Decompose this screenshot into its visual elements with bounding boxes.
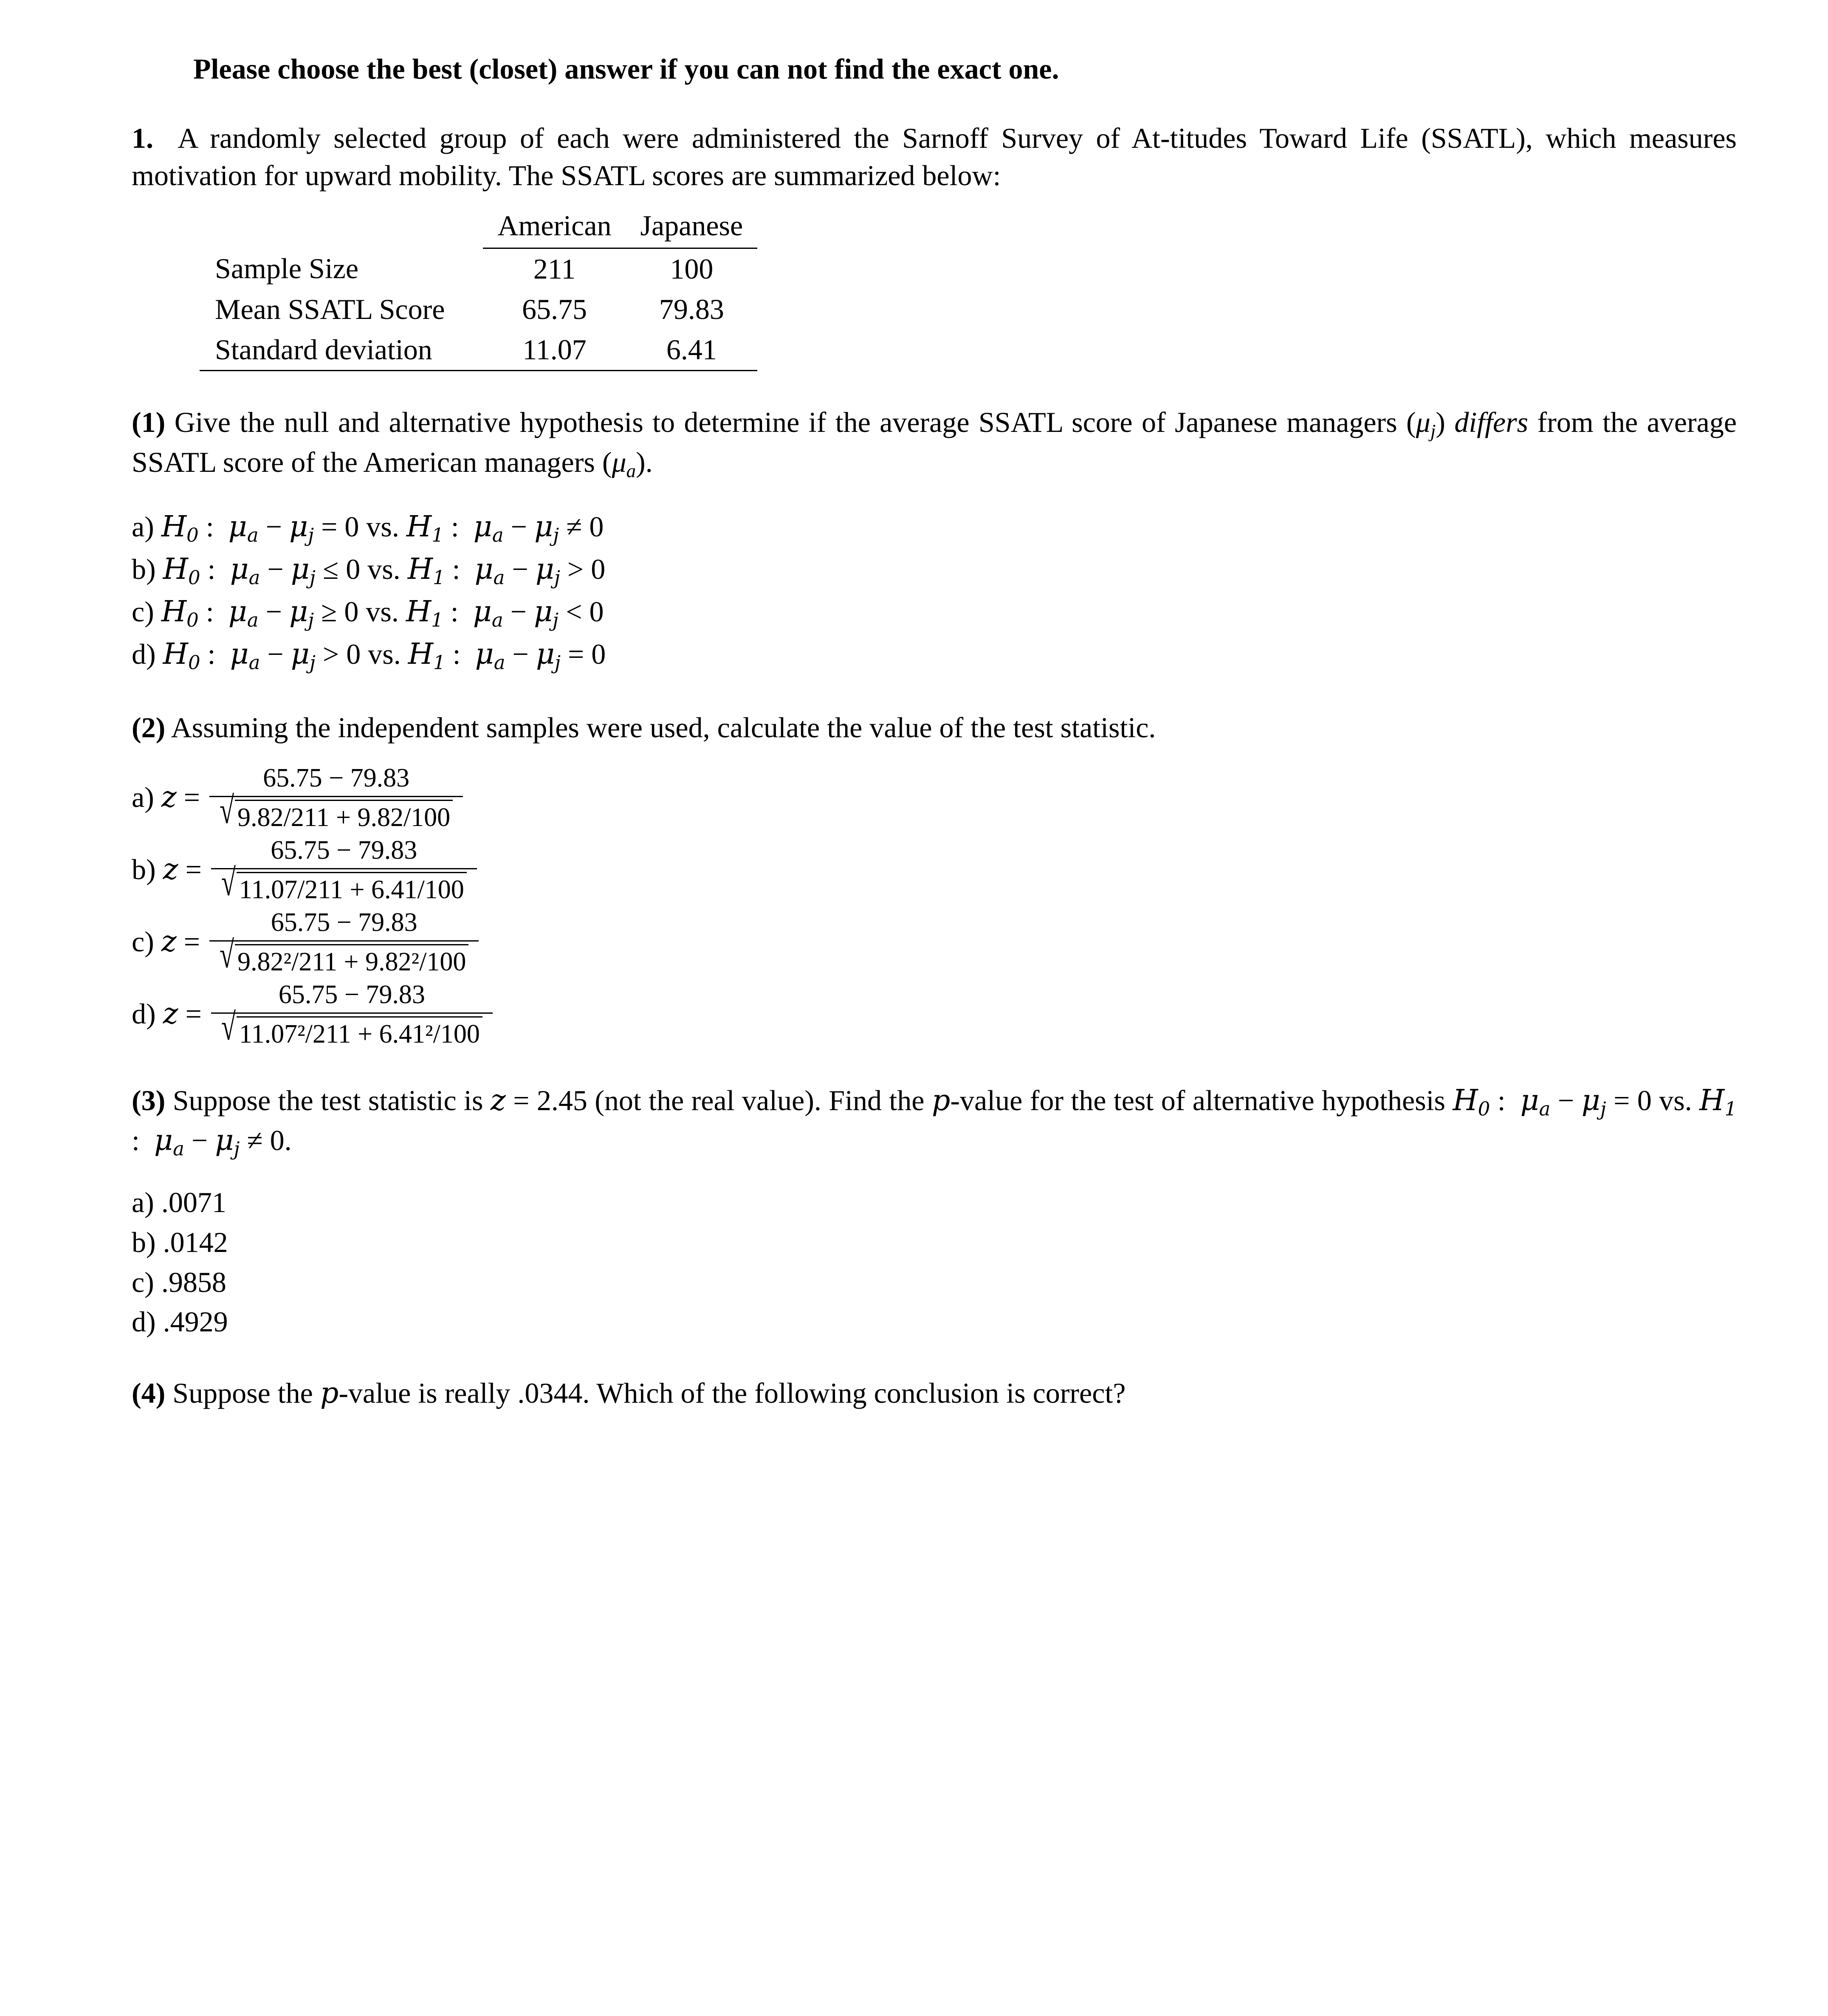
part-3-choice-d[interactable]: d) .4929 <box>132 1305 228 1338</box>
table-row <box>200 330 757 371</box>
part-3-choice-a[interactable]: a) .0071 <box>132 1186 226 1218</box>
part-1-choices <box>132 506 1737 677</box>
part-1-choice-a[interactable]: a) $H_0$ : $\mu_a - \mu_j = 0$ vs. $H_1$ : $\mu_a - \mu_j \ne 0$ <box>132 510 604 547</box>
table-cell-stdev-american: 11.07 <box>483 330 626 371</box>
fraction-b-radicand: 11.07/211 + 6.41/100 <box>237 872 467 905</box>
question-part-1 <box>132 403 1737 677</box>
part-3-choice-b[interactable]: b) .0142 <box>132 1226 228 1258</box>
table-col-header-blank <box>200 206 483 248</box>
question-1 <box>132 119 1737 195</box>
question-1-number: 1. <box>132 122 153 154</box>
part-4-text: (4) Suppose the p-value is really .0344. Which of the following conclusion is correct? <box>132 1376 1126 1410</box>
sqrt-icon: √ 9.82²/211 + 9.82²/100 <box>220 944 468 977</box>
fraction-a-numerator: 65.75 − 79.83 <box>263 764 410 793</box>
table-row-label-sample-size: Sample Size <box>215 252 359 285</box>
table-cell-stdev-japanese: 6.41 <box>626 330 758 371</box>
part-2-choice-d[interactable] <box>132 980 1737 1049</box>
table-cell-sample-size-american: 211 <box>533 252 576 285</box>
part-2-choice-c-label: c) z = <box>132 925 200 959</box>
fraction-b-denominator <box>211 862 477 905</box>
part-2-choice-c[interactable] <box>132 908 1737 977</box>
table-row <box>200 248 757 289</box>
sqrt-icon: √ 9.82/211 + 9.82/100 <box>220 800 453 833</box>
question-part-4 <box>132 1374 1737 1412</box>
fraction-c-radicand: 9.82²/211 + 9.82²/100 <box>235 944 468 977</box>
table-col-header-american: American <box>483 206 626 248</box>
table-col-header-japanese: Japanese <box>626 206 758 248</box>
page-title: Please choose the best (closet) answer if you can not find the exact one. <box>193 53 1059 85</box>
question-1-body: A randomly selected group of each were administered the Sarnoff Survey of At-titudes Toward Life (SSATL), which measures motivation for upward mobility. The SSATL scores are summarized below: <box>132 122 1737 192</box>
part-4-label: (4) <box>132 1377 166 1410</box>
question-part-2 <box>132 709 1737 1049</box>
part-1-choice-b[interactable]: b) $H_0$ : $\mu_a - \mu_j \le 0$ vs. $H_1$ : $\mu_a - \mu_j > 0$ <box>132 552 606 589</box>
table-cell-sample-size-japanese: 100 <box>670 252 714 285</box>
part-1-text: (1) Give the null and alternative hypothesis to determine if the average SSATL score of Japanese managers $(\mu_j)$ differs from the average SSATL score of the American managers $(\mu_a)$. <box>132 406 1737 482</box>
table-row-label-mean: Mean SSATL Score <box>215 293 445 325</box>
fraction-c-denominator <box>209 934 479 977</box>
fraction-b <box>211 835 477 905</box>
fraction-d-denominator <box>211 1006 493 1049</box>
question-1-text <box>132 119 1737 195</box>
part-3-label: (3) <box>132 1084 166 1117</box>
table-row <box>200 289 757 330</box>
table-header <box>200 206 757 248</box>
part-2-choice-a[interactable] <box>132 763 1737 833</box>
fraction-d-numerator: 65.75 − 79.83 <box>278 980 425 1009</box>
fraction-a-denominator <box>209 789 463 833</box>
ssatl-table-wrap <box>132 206 1737 371</box>
part-2-label: (2) <box>132 711 166 744</box>
fraction-a-radicand: 9.82/211 + 9.82/100 <box>235 800 453 833</box>
part-1-label: (1) <box>132 406 166 438</box>
question-part-3 <box>132 1082 1737 1342</box>
fraction-b-numerator: 65.75 − 79.83 <box>271 836 418 865</box>
ssatl-scores-table <box>200 206 757 371</box>
part-3-text: (3) Suppose the test statistic is z = 2.45 (not the real value). Find the p-value for the test of alternative hypothesis $H_0$ : $\mu_a - \mu_j = 0$ vs. $H_1$ : $\mu_a - \mu_j \ne 0$. <box>132 1084 1737 1160</box>
part-2-choice-a-label: a) z = <box>132 781 200 815</box>
part-2-choice-d-label: d) z = <box>132 997 202 1031</box>
table-row-label-stdev: Standard deviation <box>200 330 483 371</box>
fraction-c-numerator: 65.75 − 79.83 <box>271 908 418 937</box>
fraction-d <box>211 980 493 1049</box>
sqrt-icon: √ 11.07/211 + 6.41/100 <box>221 872 467 905</box>
fraction-d-radicand: 11.07²/211 + 6.41²/100 <box>237 1016 482 1049</box>
part-2-choice-b[interactable] <box>132 835 1737 905</box>
fraction-c <box>209 908 479 977</box>
table-cell-mean-american: 65.75 <box>522 293 587 325</box>
part-2-choice-b-label: b) z = <box>132 853 202 887</box>
table-cell-mean-japanese: 79.83 <box>659 293 724 325</box>
table-body <box>200 248 757 370</box>
table-header-row <box>200 206 757 248</box>
part-2-body: Assuming the independent samples were used, calculate the value of the test statistic. <box>171 711 1156 744</box>
part-3-choices <box>132 1183 1737 1342</box>
sqrt-icon: √ 11.07²/211 + 6.41²/100 <box>221 1016 482 1049</box>
fraction-a <box>209 763 463 833</box>
part-3-choice-c[interactable]: c) .9858 <box>132 1266 226 1298</box>
part-2-text <box>132 709 1737 746</box>
part-1-choice-c[interactable]: c) $H_0$ : $\mu_a - \mu_j \ge 0$ vs. $H_1$ : $\mu_a - \mu_j < 0$ <box>132 595 604 632</box>
part-1-choice-d[interactable]: d) $H_0$ : $\mu_a - \mu_j > 0$ vs. $H_1$ : $\mu_a - \mu_j = 0$ <box>132 637 606 674</box>
